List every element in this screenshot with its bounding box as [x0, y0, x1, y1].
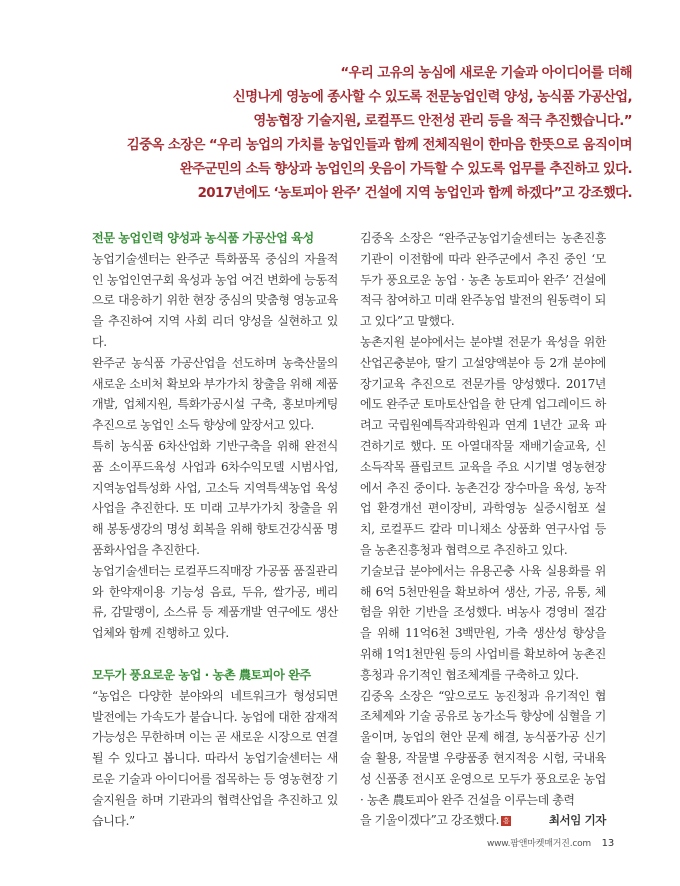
body-paragraph: 기술보급 분야에서는 유용곤충 사육 실용화를 위해 6억 5천만원을 확보하여 생산, 가공, 유통, 체험을 위한 기반을 조성했다. 벼농사 경영비 절감을 위해 11억6천 3백만원, 가축 생산성 향상을 위해 1억1천만원 등의 사업비를 확보하여 농촌진흥청과 유기적인 협조체계를 구축하고 있다.	[360, 563, 606, 682]
section-heading-workforce: 전문 농업인력 양성과 농식품 가공산업 육성	[92, 231, 314, 245]
pull-quote-line: 영농협장 기술지원, 로컬푸드 안전성 관리 등을 적극 추진했습니다.”	[253, 114, 632, 129]
body-paragraph: 김중옥 소장은 “앞으로도 농진청과 유기적인 협조체제와 기술 공유로 농가소득 향상에 심혈을 기울이며, 농업의 현안 문제 해결, 농식품가공 신기술 활용, 작물별 우량품종 현지적응 시험, 국내육성 신품종 전시포 운영으로 모두가 풍요로운 농업 · 농촌 農토피아 완주 건설을 이루는데 총력	[360, 688, 606, 807]
pull-quote-line: 2017년에도 ‘농토피아 완주’ 건설에 지역 농업인과 함께 하겠다”고 강조했다.	[197, 186, 632, 201]
closing-text: 을 기울이겠다”고 강조했다.	[360, 813, 500, 828]
pull-quote-line: 완주군민의 소득 향상과 농업인의 웃음이 가득할 수 있도록 업무를 추진하고 있다.	[179, 162, 632, 177]
body-paragraph: 김중옥 소장은 “완주군농업기술센터는 농촌진흥기관이 이전함에 따라 완주군에서 추진 중인 ‘모두가 풍요로운 농업 · 농촌 농토피아 완주’ 건설에 적극 참여하고 미래 완주농업 발전의 원동력이 되고 있다”고 말했다.	[360, 231, 606, 329]
body-paragraph: “농업은 다양한 분야와의 네트워크가 형성되면 발전에는 가속도가 붙습니다. 농업에 대한 잠재적 가능성은 무한하며 이는 곧 새로운 시장으로 연결될 수 있다고 봅니다. 따라서 농업기술센터는 새로운 기술과 아이디어를 접목하는 등 영농현장 기술지원을 하며 기관과의 협력산업을 추진하고 있습니다.”	[92, 688, 338, 828]
section-heading-agritopia: 모두가 풍요로운 농업 · 농촌 農토피아 완주	[92, 667, 311, 682]
body-paragraph: 농업기술센터는 완주군 특화품목 중심의 자율적인 농업인연구회 육성과 농업 여건 변화에 능동적으로 대응하기 위한 현장 중심의 맞춤형 영농교육을 추진하여 지역 사회 리더 양성을 실현하고 있다.	[92, 251, 338, 349]
pull-quote-line: 김중옥 소장은 “우리 농업의 가치를 농업인들과 함께 전체직원이 한마음 한뜻으로 움직이며	[126, 138, 632, 153]
byline: 최서임 기자	[548, 813, 606, 828]
page-number: 13	[601, 838, 614, 849]
body-paragraph: 농업기술센터는 로컬푸드직매장 가공품 품질관리와 한약재이용 기능성 음료, 두유, 쌀가공, 베리류, 감말랭이, 소스류 등 제품개발 연구에도 생산업체와 함께 진행하고 있다.	[92, 563, 338, 641]
body-paragraph: 농촌지원 분야에서는 분야별 전문가 육성을 위한 산업곤충분야, 딸기 고설양액분야 등 2개 분야에 장기교육 추진으로 전문가를 양성했다. 2017년에도 완주군 토마토산업을 한 단계 업그레이드 하려고 국립원예특작과학원과 연계 1년간 교육 파견하기로 했다. 또 아열대작물 재배기술교육, 신소득작목 플립코트 교육을 주요 시기별 영농현장에서 추진 중이다. 농촌건강 장수마을 육성, 농작업 환경개선 편이장비, 과학영농 실증시험포 설치, 로컬푸드 칼라 미니채소 상품화 연구사업 등을 농촌진흥청과 협력으로 추진하고 있다.	[360, 334, 606, 557]
closing-line	[360, 810, 606, 831]
body-paragraph: 특히 농식품 6차산업화 기반구축을 위해 완전식품 소이푸드육성 사업과 6차수익모델 시범사업, 지역농업특성화 사업, 고소득 지역특색농업 육성 사업을 추진한다. 또 미래 고부가가치 창출을 위해 봉동생강의 명성 회복을 위해 향토건강식품 명품화사업을 추진한다.	[92, 438, 338, 557]
left-column	[92, 228, 338, 831]
top-blank-area	[0, 0, 680, 52]
pull-quote-line: 신명나게 영농에 종사할 수 있도록 전문농업인력 양성, 농식품 가공산업,	[232, 90, 632, 105]
page-footer	[487, 836, 614, 849]
pull-quote	[72, 62, 632, 206]
pull-quote-line: “우리 고유의 농심에 새로운 기술과 아이디어를 더해	[340, 66, 632, 81]
end-mark-icon: 흥	[502, 816, 510, 825]
right-column	[360, 228, 606, 831]
body-paragraph: 완주군 농식품 가공산업을 선도하며 농축산물의 새로운 소비처 확보와 부가가치 창출을 위해 제품개발, 업체지원, 특화가공시설 구축, 홍보마케팅 추진으로 농업인 소득 향상에 앞장서고 있다.	[92, 355, 338, 433]
footer-url: www.팜앤마켓매거진.com	[486, 839, 591, 849]
